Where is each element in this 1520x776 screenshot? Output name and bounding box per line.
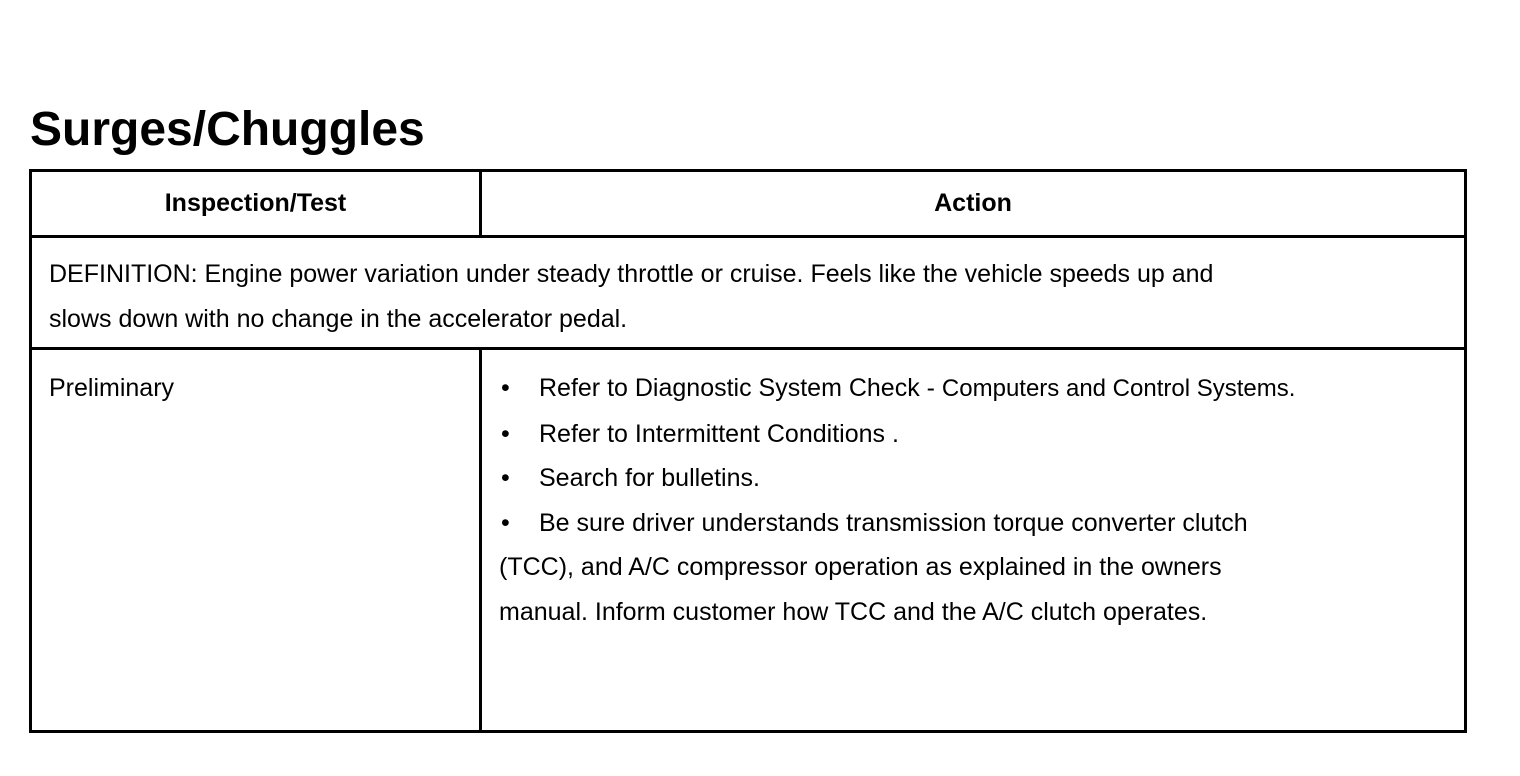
action-text: Search for bulletins. bbox=[539, 464, 760, 492]
inspection-test-header: Inspection/Test bbox=[31, 171, 481, 237]
action-list bbox=[482, 350, 1464, 634]
bullet-icon: • bbox=[501, 419, 510, 448]
definition-row bbox=[31, 237, 1466, 349]
diagnostic-table bbox=[29, 169, 1467, 733]
definition-line-2: slows down with no change in the accelerator pedal. bbox=[49, 305, 628, 333]
definition-cell bbox=[31, 237, 1466, 349]
action-header: Action bbox=[481, 171, 1466, 237]
page-title: Surges/Chuggles bbox=[30, 103, 425, 156]
bullet-icon: • bbox=[501, 464, 510, 492]
action-text: Refer to Diagnostic System Check - bbox=[539, 374, 942, 402]
action-continuation: manual. Inform customer how TCC and the A/C clutch operates. bbox=[499, 597, 1208, 626]
bullet-icon: • bbox=[501, 508, 510, 537]
table-header-row bbox=[31, 171, 1466, 237]
inspection-cell bbox=[31, 349, 481, 732]
table-row bbox=[31, 349, 1466, 732]
action-item bbox=[499, 501, 1444, 546]
action-item bbox=[499, 456, 1444, 501]
action-item bbox=[499, 412, 1444, 457]
computers-control-systems-link[interactable]: Computers and Control Systems. bbox=[941, 375, 1296, 402]
action-text: Refer to Intermittent Conditions . bbox=[539, 419, 899, 448]
definition-line-1: DEFINITION: Engine power variation under steady throttle or cruise. Feels like the vehicle speeds up and bbox=[49, 260, 1214, 288]
step-label: Preliminary bbox=[49, 374, 175, 402]
action-cell bbox=[481, 349, 1466, 732]
action-text: Be sure driver understands transmission torque converter clutch bbox=[539, 508, 1248, 537]
bullet-icon: • bbox=[501, 374, 510, 402]
action-item bbox=[499, 366, 1444, 412]
action-continuation: (TCC), and A/C compressor operation as explained in the owners bbox=[499, 553, 1222, 581]
